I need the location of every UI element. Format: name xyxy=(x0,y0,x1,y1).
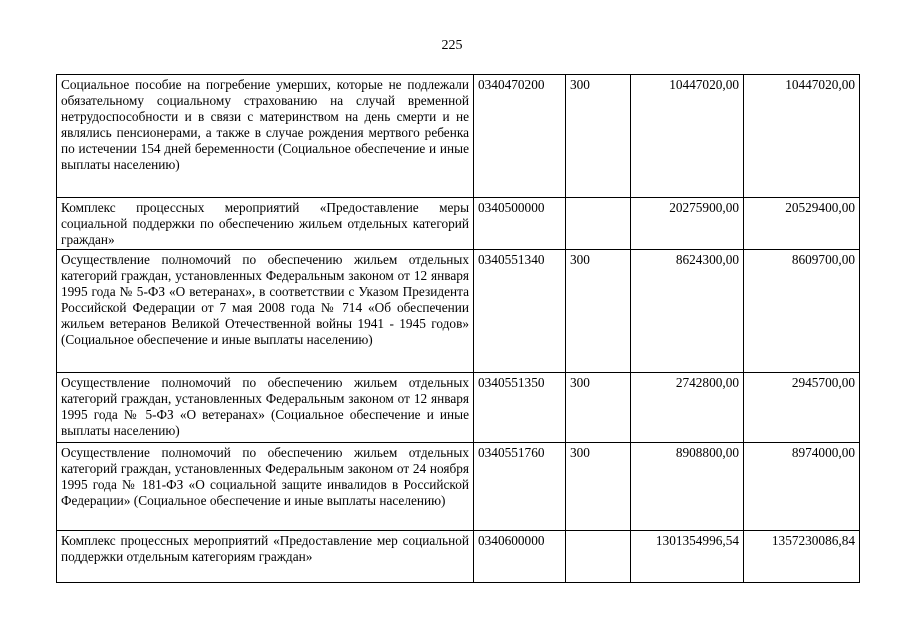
row-description: Социальное пособие на погребение умерших, которые не подлежали обязательному социальному страхованию на случай временной нетрудоспособности и в связи с материнством на день смерти и не являлись пенсионерами, а также в случае рождения мертвого ребенка по истечении 154 дней беременности (Социальное обеспечение и иные выплаты населению) xyxy=(57,75,474,198)
table-row xyxy=(57,373,860,443)
row-description: Комплекс процессных мероприятий «Предоставление меры социальной поддержки по обеспечению жильем отдельных категорий граждан» xyxy=(57,198,474,250)
row-code: 0340470200 xyxy=(474,75,566,198)
table-row xyxy=(57,443,860,531)
row-amount-1: 20275900,00 xyxy=(631,198,744,250)
row-expense-type: 300 xyxy=(566,75,631,198)
row-description: Комплекс процессных мероприятий «Предоставление мер социальной поддержки отдельным категориям граждан» xyxy=(57,531,474,583)
row-expense-type xyxy=(566,531,631,583)
row-expense-type: 300 xyxy=(566,250,631,373)
row-code: 0340551350 xyxy=(474,373,566,443)
row-amount-1: 8624300,00 xyxy=(631,250,744,373)
row-amount-1: 10447020,00 xyxy=(631,75,744,198)
budget-table xyxy=(56,74,860,583)
row-description: Осуществление полномочий по обеспечению жильем отдельных категорий граждан, установленных Федеральным законом от 24 ноября 1995 года № 181-ФЗ «О социальной защите инвалидов в Российской Федерации» (Социальное обеспечение и иные выплаты населению) xyxy=(57,443,474,531)
row-amount-1: 8908800,00 xyxy=(631,443,744,531)
row-amount-2: 1357230086,84 xyxy=(744,531,860,583)
table-row xyxy=(57,198,860,250)
row-expense-type: 300 xyxy=(566,443,631,531)
row-amount-2: 2945700,00 xyxy=(744,373,860,443)
row-amount-1: 2742800,00 xyxy=(631,373,744,443)
row-amount-2: 8609700,00 xyxy=(744,250,860,373)
row-amount-2: 8974000,00 xyxy=(744,443,860,531)
row-code: 0340600000 xyxy=(474,531,566,583)
row-amount-2: 20529400,00 xyxy=(744,198,860,250)
table-row xyxy=(57,75,860,198)
row-code: 0340551340 xyxy=(474,250,566,373)
row-expense-type: 300 xyxy=(566,373,631,443)
row-amount-2: 10447020,00 xyxy=(744,75,860,198)
row-code: 0340551760 xyxy=(474,443,566,531)
row-amount-1: 1301354996,54 xyxy=(631,531,744,583)
table-row xyxy=(57,250,860,373)
page-number: 225 xyxy=(441,38,463,53)
row-description: Осуществление полномочий по обеспечению жильем отдельных категорий граждан, установленных Федеральным законом от 12 января 1995 года № 5-ФЗ «О ветеранах», в соответствии с Указом Президента Российской Федерации от 7 мая 2008 года № 714 «Об обеспечении жильем ветеранов Великой Отечественной войны 1941 - 1945 годов» (Социальное обеспечение и иные выплаты населению) xyxy=(57,250,474,373)
row-description: Осуществление полномочий по обеспечению жильем отдельных категорий граждан, установленных Федеральным законом от 12 января 1995 года № 5-ФЗ «О ветеранах» (Социальное обеспечение и иные выплаты населению) xyxy=(57,373,474,443)
table-row xyxy=(57,531,860,583)
row-expense-type xyxy=(566,198,631,250)
row-code: 0340500000 xyxy=(474,198,566,250)
